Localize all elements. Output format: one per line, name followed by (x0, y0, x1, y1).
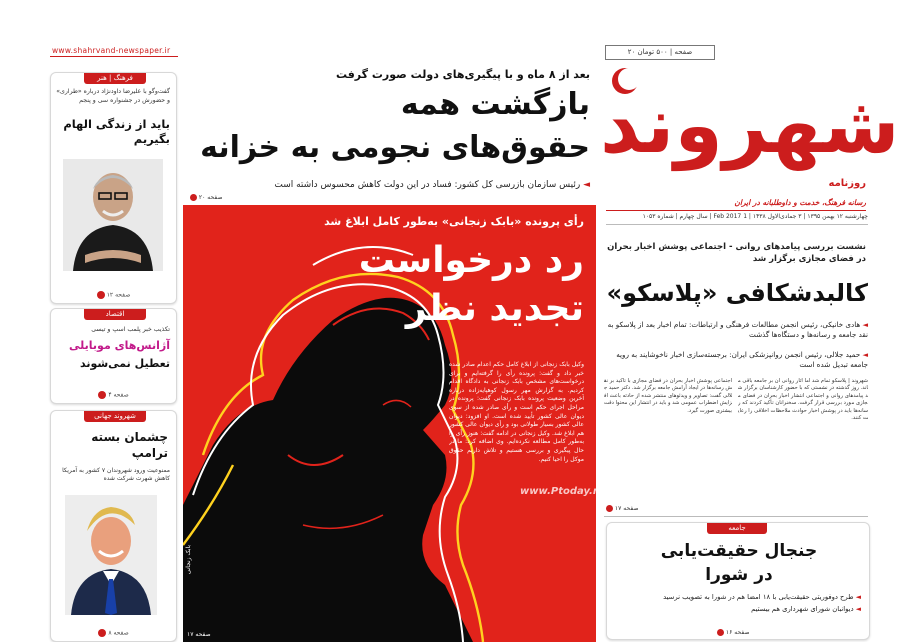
economy-headline-accent: آژانس‌های موبایلی (69, 339, 170, 352)
culture-headline: باید از زندگی الهام بگیریم (63, 117, 170, 146)
economy-headline: تعطیل نمی‌شوند (79, 357, 170, 370)
plasco-body-left: اجتماعی پوشش اخبار بحران در فضای مجازی با تأکید بر نقش رسانه‌ها در ایجاد آرامش جامعه برگزار شد. دکتر حمید جلالی گفت: تصاویر و ویدئوهای منتشر شده از حادثه باعث افزایش اضطراب عمومی شد و باید در انتشار این محتوا دقت بیشتری صورت گیرد. (604, 378, 732, 414)
bullet-icon: ◄ (580, 180, 590, 190)
lead-pageref[interactable]: صفحه ۲۰ (190, 194, 223, 201)
price-box: ۲۰ صفحه | ۵۰۰ تومان (605, 45, 715, 60)
section-rule (604, 516, 868, 517)
main-kicker: رأی پرونده «بابک زنجانی» به‌طور کامل ابلاغ شد (324, 215, 584, 228)
plasco-pageref[interactable]: صفحه ۱۷ (606, 505, 639, 512)
masthead-superhead: روزنامه (828, 178, 866, 189)
site-url[interactable]: www.shahrvand-newspaper.ir (52, 46, 171, 55)
plasco-body-right: شهروند | پلاسکو تمام شد اما آثار روانی آن بر جامعه باقی ماند. روز گذشته در نشستی که با حضور کارشناسان برگزار شد پیامدهای روانی و اجتماعی انتشار اخبار بحران در فضای مجازی مورد بررسی قرار گرفت. سخنرانان تأکید کردند که رسانه‌ها باید در پوشش اخبار حوادث ملاحظات اخلاقی را رعایت کنند. (738, 378, 868, 422)
world-text: ممنوعیت ورود شهروندان ۷ کشور به آمریکا کاهش شهرت شرکت شده (62, 467, 170, 482)
main-body: وکیل بابک زنجانی از ابلاغ کامل حکم اعدام صادر شده خبر داد و گفت: پرونده رأی را گرفته‌ایم و برای درخواست‌های مشخص بابک زنجانی به دادگاه اقدام کردیم. به گزارش مهر رسول کوهپایه‌زاده درباره آخرین وضعیت پرونده بابک زنجانی گفت: پرونده در مراحل اجرای حکم است و رأی صادر شده از سوی دیوان عالی کشور تأیید شده است. او افزود: دیوان عالی کشور بسیار طولانی بود و رأی دیوان عالی کشور هم ابلاغ شد. وکیل زنجانی در ادامه گفت: هنوز رأی را به‌طور کامل مطالعه نکرده‌ایم. وی اضافه کرد: ما در حال پیگیری و بررسی هستیم و تلاش داریم حقوق موکل را احیا کنیم. (449, 361, 584, 463)
world-card[interactable] (50, 410, 177, 642)
plasco-kicker: نشست بررسی پیامدهای روانی - اجتماعی پوشش اخبار بحران در فضای مجازی برگزار شد (607, 242, 866, 264)
council-pageref[interactable]: صفحه ۱۶ (717, 629, 750, 636)
masthead-name[interactable]: شهروند (600, 81, 900, 171)
culture-pageref[interactable]: صفحه ۱۲ (51, 291, 176, 299)
bullet-icon: ◄ (855, 605, 861, 613)
main-pageref[interactable]: صفحه ۱۷ (187, 631, 211, 638)
top-rule (50, 56, 178, 57)
culture-text: گفت‌وگو با علیرضا داودنژاد درباره «طراری» و حضورش در جشنواره سی و پنجم (56, 88, 170, 104)
main-title-line2[interactable]: تجدید نظر (405, 288, 584, 329)
lead-kicker: بعد از ۸ ماه و با پیگیری‌های دولت صورت گرفت (335, 68, 590, 81)
world-tag: شهروند جهانی (84, 410, 146, 422)
davoudnejad-portrait (63, 159, 163, 271)
lead-bullet-text: رئیس سازمان بازرسی کل کشور: فساد در این دولت کاهش محسوس داشته است (274, 180, 581, 190)
masthead-slogan: رسانه فرهنگ، خدمت و داوطلبانه در ایران (734, 198, 866, 207)
dateline-rule (606, 224, 868, 225)
council-tag: جامعه (707, 522, 767, 534)
council-point-2: ◄ دیوانبان شورای شهرداری هم بیستیم (751, 605, 861, 613)
world-pageref[interactable]: صفحه ۸ (51, 629, 176, 637)
economy-text: تکذیب خبر پلمب اسپ و تیسی (91, 326, 170, 333)
economy-tag: اقتصاد (84, 308, 146, 320)
lead-bullet (190, 180, 590, 190)
plasco-point-2: ◄ حمید جلالی، رئیس انجمن روانپزشکی ایران: برجسته‌سازی اخبار ناخوشایند به رویه جامعه تبدیل شده است (616, 350, 868, 369)
bullet-icon: ◄ (855, 593, 861, 601)
trump-photo (65, 495, 157, 615)
council-title-line2[interactable]: در شورا (705, 565, 773, 585)
bullet-icon: ◄ (862, 320, 868, 329)
world-headline: چشمان بسته ترامپ (91, 430, 168, 460)
council-point-1: ◄ طرح دوفوریتی حقیقت‌یابی با ۱۸ امضا هم در شورا به تصویب نرسید (663, 593, 861, 601)
council-card[interactable] (606, 522, 870, 640)
main-caption: بابک زنجانی (185, 545, 192, 575)
plasco-title[interactable]: کالبدشکافی «پلاسکو» (606, 279, 868, 307)
plasco-point-1: ◄ هادی خانیکی، رئیس انجمن مطالعات فرهنگی و ارتباطات: تمام اخبار بعد از پلاسکو به نقد جامعه و رسانه‌ها و دستگاه‌ها گذشت (607, 320, 868, 339)
masthead-dateline: چهارشنبه ۱۲ بهمن ۱۳۹۵ | ۳ جمادی‌الاول ۱۴۳۸ | 1 Feb 2017 | سال چهارم | شماره ۱۰۵۳ (642, 213, 868, 220)
watermark: www.Ptoday.net (520, 486, 612, 497)
culture-tag: فرهنگ | هنر (84, 72, 146, 84)
economy-card[interactable] (50, 308, 177, 404)
economy-pageref[interactable]: صفحه ۴ (51, 391, 176, 399)
council-title-line1[interactable]: جنجال حقیقت‌یابی (660, 541, 818, 561)
main-feature-panel[interactable] (183, 205, 596, 642)
culture-card[interactable] (50, 72, 177, 304)
main-title-line1[interactable]: رد درخواست (358, 240, 584, 281)
lead-title-line1[interactable]: بازگشت همه (400, 87, 590, 122)
lead-title-line2[interactable]: حقوق‌های نجومی به خزانه (200, 130, 590, 165)
bullet-icon: ◄ (862, 350, 868, 359)
masthead-rule (606, 210, 866, 211)
